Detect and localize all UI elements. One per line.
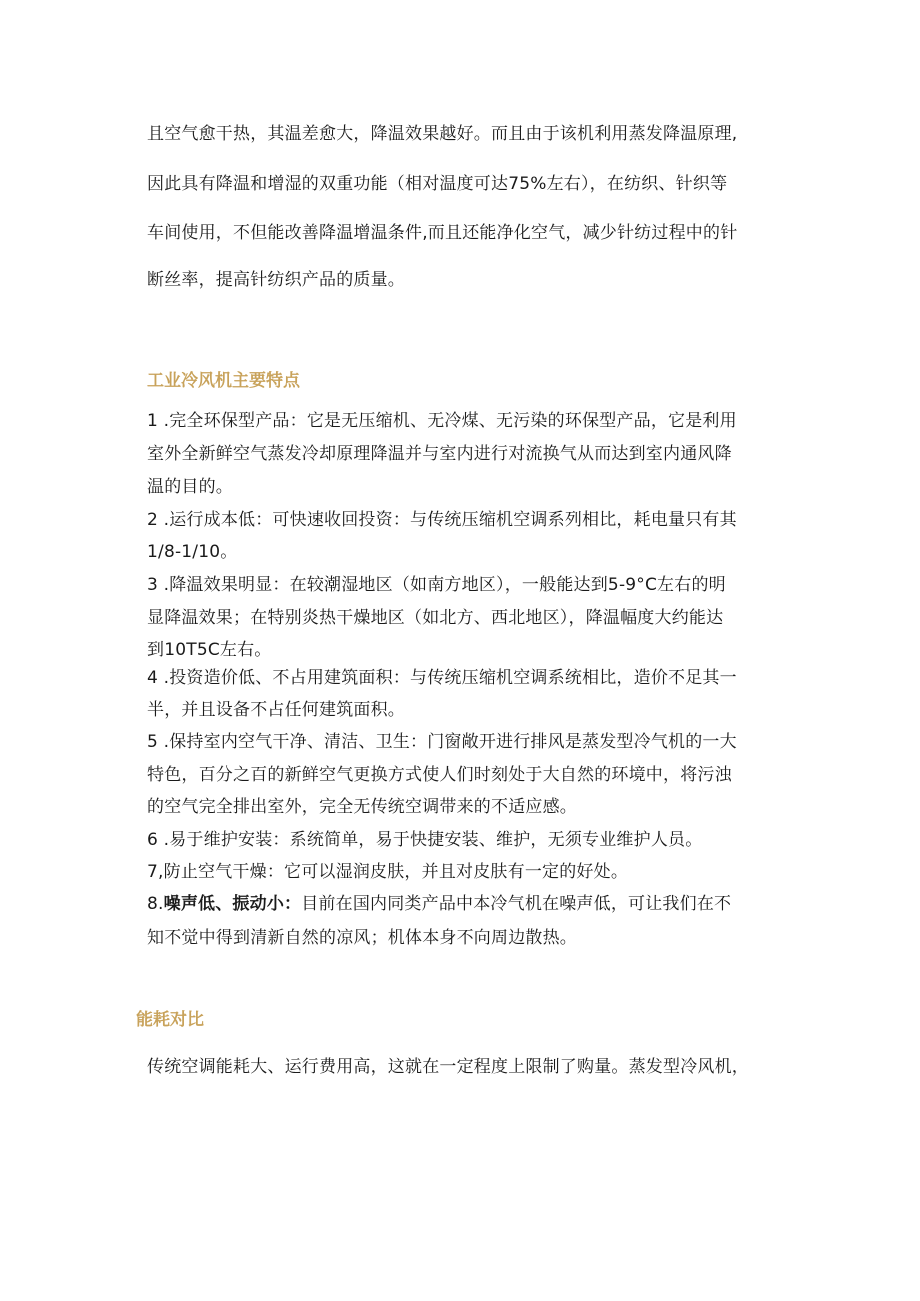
feature-line: 知不觉中得到清新自然的凉风；机体本身不向周边散热。 [147, 928, 577, 948]
feature-item-8-number: 8. [147, 894, 164, 914]
section-heading-energy: 能耗对比 [136, 1010, 204, 1030]
intro-line: 车间使用，不但能改善降温增温条件,而且还能净化空气，减少针纺过程中的针 [147, 223, 738, 243]
feature-item-8-text: 目前在国内同类产品中本冷气机在噪声低，可让我们在不 [301, 894, 732, 914]
feature-line: 6 .易于维护安装：系统简单，易于快捷安装、维护，无须专业维护人员。 [147, 830, 703, 850]
feature-line: 3 .降温效果明显：在较潮湿地区（如南方地区），一般能达到5-9°C左右的明 [147, 575, 726, 595]
feature-line: 到10T5C左右。 [147, 640, 272, 660]
energy-line: 传统空调能耗大、运行费用高，这就在一定程度上限制了购量。蒸发型冷风机， [147, 1057, 749, 1077]
feature-line: 5 .保持室内空气干净、清洁、卫生：门窗敞开进行排风是蒸发型冷气机的一大 [147, 732, 737, 752]
intro-line: 断丝率，提高针纺织产品的质量。 [147, 270, 405, 290]
feature-line: 温的目的。 [147, 477, 233, 497]
feature-line: 4 .投资造价低、不占用建筑面积：与传统压缩机空调系统相比，造价不足其一 [147, 668, 737, 688]
feature-line: 特色，百分之百的新鲜空气更换方式使人们时刻处于大自然的环境中，将污浊 [147, 765, 732, 785]
feature-line: 7,防止空气干燥：它可以湿润皮肤，并且对皮肤有一定的好处。 [147, 862, 629, 882]
intro-line: 且空气愈干热，其温差愈大，降温效果越好。而且由于该机利用蒸发降温原理, [147, 124, 738, 144]
feature-line: 显降温效果；在特别炎热干燥地区（如北方、西北地区），降温幅度大约能达 [147, 608, 724, 628]
feature-item-8 [147, 892, 731, 916]
feature-line: 2 .运行成本低：可快速收回投资：与传统压缩机空调系列相比，耗电量只有其 [147, 510, 737, 530]
feature-line: 半，并且设备不占任何建筑面积。 [147, 700, 405, 720]
feature-line: 的空气完全排出室外，完全无传统空调带来的不适应感。 [147, 797, 577, 817]
feature-line: 1 .完全环保型产品：它是无压缩机、无冷煤、无污染的环保型产品，它是利用 [147, 411, 737, 431]
feature-line: 室外全新鲜空气蒸发冷却原理降温并与室内进行对流换气从而达到室内通风降 [147, 444, 732, 464]
intro-line: 因此具有降温和增湿的双重功能（相对温度可达75%左右），在纺织、针织等 [147, 174, 728, 194]
section-heading-features: 工业冷风机主要特点 [147, 371, 300, 391]
feature-item-8-bold-title: 噪声低、振动小： [163, 894, 302, 914]
feature-line: 1/8-1/10。 [147, 542, 238, 562]
